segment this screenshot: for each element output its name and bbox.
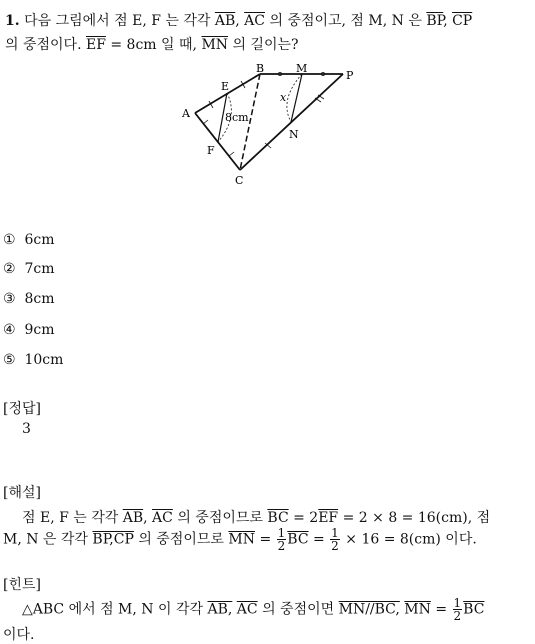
question-text: 의 중점이고, 점 M, N 은	[269, 13, 422, 29]
question-text: 다음 그림에서 점 E, F 는 각각	[24, 13, 211, 29]
label-a: A	[182, 107, 190, 120]
question-number: 1.	[5, 13, 20, 29]
explanation-heading: [해설]	[3, 485, 41, 501]
segment-ab: $\overline{AB}$	[214, 13, 236, 29]
label-x: x	[280, 91, 287, 104]
explanation-line-2	[3, 527, 477, 552]
choice-mark: ④	[3, 322, 16, 338]
fraction-denominator: 2	[277, 539, 286, 553]
segment-ab: $\overline{AB}$	[122, 510, 144, 526]
choice-mark: ②	[3, 261, 16, 277]
comma: ,	[443, 13, 448, 29]
segment-mn-parallel-bc: MN//BC,	[338, 601, 400, 618]
label-n: N	[289, 128, 299, 141]
explanation-text: M, N 은 각각	[3, 531, 88, 548]
label-p: P	[346, 69, 354, 82]
choice-mark: ①	[3, 232, 16, 248]
explanation-text: 점 E, F 는 각각	[22, 510, 119, 526]
explanation-text: = 2 × 8 = 16(cm), 점	[342, 510, 491, 526]
segment-mn: $\overline{MN}$	[404, 601, 431, 618]
choice-text: 7cm	[24, 261, 55, 277]
question-text: 의 중점이다.	[5, 37, 82, 53]
hint-line-2: 이다.	[3, 627, 35, 643]
choice-3[interactable]	[3, 291, 55, 307]
segment-bp-cp: BP,CP	[92, 531, 134, 548]
question-text: = 8cm 일 때,	[110, 37, 197, 53]
choice-mark: ③	[3, 291, 16, 307]
explanation-text: 의 중점이므로	[138, 531, 224, 548]
fraction-numerator: 1	[331, 526, 339, 540]
fraction-denominator: 2	[453, 609, 462, 623]
fraction-numerator: 1	[453, 596, 462, 610]
choice-2[interactable]	[3, 261, 55, 277]
equals-sign: =	[435, 601, 448, 618]
label-f: F	[207, 144, 215, 157]
hint-line-1	[22, 597, 484, 622]
label-c: C	[235, 174, 244, 187]
segment-ac: $\overline{AC}$	[244, 13, 265, 29]
choice-text: 9cm	[24, 322, 55, 338]
explanation-line-1	[22, 507, 490, 527]
label-m: M	[296, 62, 308, 75]
choice-mark: ⑤	[3, 352, 16, 368]
hint-text: △ABC 에서 점 M, N 이 각각	[22, 601, 204, 618]
comma: ,	[235, 13, 240, 29]
hint-text: 의 중점이면	[262, 601, 335, 618]
segment-bc: $\overline{BC}$	[463, 601, 485, 618]
equals-sign: =	[259, 531, 272, 548]
choice-4[interactable]	[3, 322, 55, 338]
segment-ac: $\overline{AC}$	[152, 510, 173, 526]
segment-bp: $\overline{BP}$	[426, 13, 444, 29]
label-b: B	[256, 62, 265, 75]
explanation-text: × 16 = 8(cm) 이다.	[345, 531, 477, 548]
segment-bc: $\overline{BC}$	[267, 510, 289, 526]
segment-bc: $\overline{BC}$	[287, 531, 309, 548]
answer-value: 3	[22, 421, 31, 437]
segment-mn: $\overline{MN}$	[201, 37, 229, 53]
segment-ac: $\overline{AC}$	[236, 601, 258, 618]
segment-ef: $\overline{EF}$	[85, 37, 106, 53]
question-text: 의 길이는?	[232, 37, 299, 53]
explanation-text: = 2	[293, 510, 319, 526]
segment-ef: $\overline{EF}$	[318, 510, 339, 526]
fraction-numerator: 1	[277, 526, 286, 540]
question-line-2	[5, 34, 299, 54]
segment-ab: AB,	[207, 601, 233, 618]
label-8cm: 8cm	[225, 111, 249, 124]
choice-1[interactable]	[3, 232, 55, 248]
answer-heading: [정답]	[3, 401, 41, 417]
equals-sign: =	[312, 531, 325, 548]
label-e: E	[221, 80, 230, 93]
segment-mn: $\overline{MN}$	[228, 531, 255, 548]
fraction-one-half	[277, 527, 287, 552]
explanation-text: 의 중점이므로	[177, 510, 263, 526]
fraction-one-half	[330, 527, 340, 552]
geometry-figure	[175, 62, 365, 192]
choice-text: 8cm	[24, 291, 55, 307]
fraction-denominator: 2	[331, 539, 339, 553]
choice-text: 6cm	[24, 232, 55, 248]
fraction-one-half	[453, 597, 463, 622]
comma: ,	[143, 510, 148, 526]
choice-text: 10cm	[24, 352, 64, 368]
hint-heading: [힌트]	[3, 577, 41, 593]
choice-5[interactable]	[3, 352, 63, 368]
question-line-1	[5, 10, 472, 30]
segment-cp: $\overline{CP}$	[452, 13, 473, 29]
